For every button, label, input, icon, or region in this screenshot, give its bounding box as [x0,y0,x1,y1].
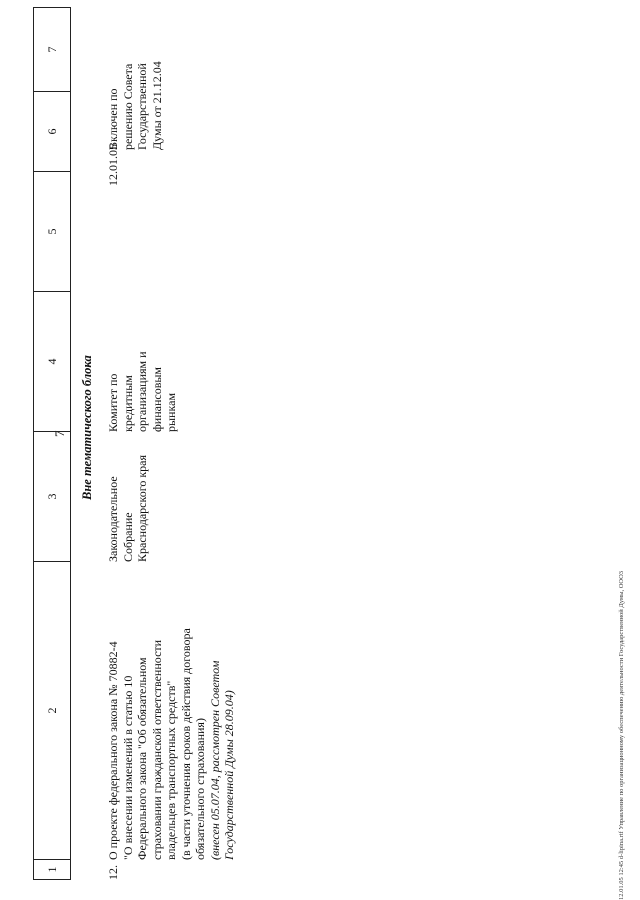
bill-title-line: Федерального закона "Об обязательном [135,657,149,860]
note-line: решению Совета [120,63,135,150]
column-number: 5 [34,172,71,292]
column-number: 3 [34,432,71,562]
bill-author-line: Краснодарского края [135,454,149,562]
bill-title-line: обязательного страхования) [193,718,207,860]
note-line: Включен по [106,88,120,150]
column-number-header [33,7,71,880]
page-number: 7 [52,430,67,437]
page-footer: 12.01.05 12:45 d-lipina.rtf Управление по организационному обеспечению деятельности Государственной Думы, ООО3 [618,570,625,900]
row-number: 12. [106,865,120,880]
consideration-date: 12.01.05 [106,144,120,186]
bill-title-line: (в части уточнения сроков действия договора [178,628,193,860]
note [106,61,164,150]
note-line: Думы от 21.12.04 [149,61,164,150]
bill-title-line: "О внесении изменений в статью 10 [120,675,135,860]
block-heading: Вне тематического блока [80,355,94,500]
column-number: 6 [34,92,71,172]
column-number: 2 [34,562,71,860]
bill-title-line: О проекте федерального закона № 70882-4 [106,641,120,860]
committee-line: кредитным [120,375,135,432]
note-line: Государственной [135,63,149,150]
committee-line: рынкам [164,392,178,432]
column-number: 1 [34,860,71,880]
column-number: 4 [34,292,71,432]
bill-author-line: Собрание [120,512,135,562]
bill-author [106,455,150,562]
responsible-committee [106,351,179,432]
committee-line: финансовым [149,366,164,432]
bill-status-line: Государственной Думы 28.09.04) [222,690,236,860]
committee-line: организациям и [135,351,149,432]
bill-title [106,628,237,860]
bill-title-line: страховании гражданской ответственности [149,639,164,860]
committee-line: Комитет по [106,373,120,432]
bill-title-line: владельцев транспортных средств" [164,680,178,860]
bill-author-line: Законодательное [106,476,120,562]
column-number: 7 [34,8,71,92]
bill-status-line: (внесен 05.07.04, рассмотрен Советом [207,660,222,860]
